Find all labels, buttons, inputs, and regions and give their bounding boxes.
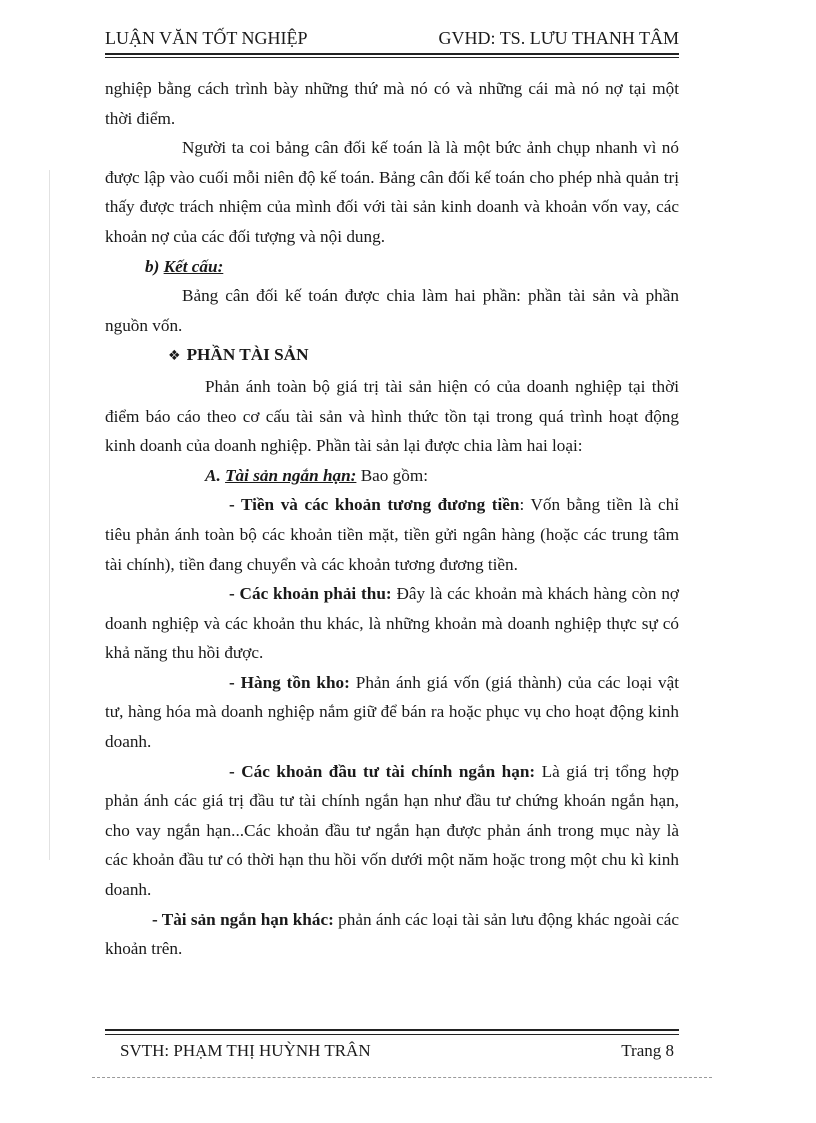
scan-artifact-dashes — [92, 1077, 712, 1082]
item-a-prefix: A. — [205, 465, 226, 485]
heading-structure-prefix: b) — [145, 256, 164, 276]
list-item-cash-label: - Tiền và các khoản tương đương tiền — [229, 495, 520, 515]
list-item-cash — [105, 490, 679, 579]
header-thesis-title: LUẬN VĂN TỐT NGHIỆP — [105, 28, 308, 48]
list-item-inventory-text: Phản ánh giá vốn (giá thành) của các loại vật tư, hàng hóa mà doanh nghiệp nắm giữ để bán ra hoặc phục vụ cho hoạt động kinh doanh. — [105, 672, 679, 752]
footer-rule-thin — [105, 1034, 679, 1035]
heading-structure — [105, 252, 679, 282]
page-content — [105, 74, 679, 964]
footer-rule-thick — [105, 1029, 679, 1031]
item-a-rest: Bao gồm: — [356, 465, 429, 485]
page-footer — [105, 1041, 679, 1065]
list-item-inventory — [105, 668, 679, 757]
paragraph-snapshot: Người ta coi bảng cân đối kế toán là là một bức ảnh chụp nhanh vì nó được lập vào cuối mỗi niên độ kế toán. Bảng cân đối kế toán cho phép nhà quản trị thấy được trách nhiệm của mình đối với tài sản kinh doanh và khoản vốn vay, các khoản nợ của các đối tượng và nội dung. — [105, 138, 679, 246]
footer-student: SVTH: PHẠM THỊ HUỲNH TRÂN — [120, 1041, 371, 1060]
list-item-investments-text: Là giá trị tổng hợp phản ánh các giá trị đầu tư tài chính ngắn hạn như đầu tư chứng khoán ngắn hạn, cho vay ngắn hạn...Các khoản đầu tư ngắn hạn được phản ánh trong mục này là các khoản đầu tư có thời hạn thu hồi vốn dưới một năm hoặc trong một chu kì kinh doanh. — [105, 761, 680, 900]
header-rule-thick — [105, 53, 679, 55]
item-a-title: Tài sản ngắn hạn: — [225, 465, 357, 485]
footer-page-number: Trang 8 — [621, 1041, 674, 1060]
list-item-inventory-label: - Hàng tồn kho: — [229, 672, 350, 692]
list-item-other-assets — [105, 905, 679, 964]
scan-margin-mark — [49, 170, 50, 860]
list-item-receivables — [105, 579, 679, 668]
diamond-bullet-icon: ❖ — [168, 348, 181, 365]
paragraph-continuation: nghiệp bằng cách trình bày những thứ mà nó có và những cái mà nó nợ tại một thời điểm. — [105, 79, 679, 128]
list-item-cash-text: : Vốn bằng tiền là chỉ tiêu phản ánh toàn bộ các khoản tiền mặt, tiền gửi ngân hàng (hoặc các trung tâm tài chính), tiền đang chuyển và các khoản tương đương tiền. — [105, 495, 679, 574]
list-item-other-assets-text: phản ánh các loại tài sản lưu động khác ngoài các khoản trên. — [105, 909, 679, 959]
list-item-other-assets-label: - Tài sản ngắn hạn khác: — [152, 909, 334, 929]
list-item-receivables-label: - Các khoản phải thu: — [229, 584, 392, 604]
list-item-investments — [105, 757, 679, 905]
paragraph-two-parts: Bảng cân đối kế toán được chia làm hai phần: phần tài sản và phần nguồn vốn. — [105, 286, 679, 335]
paragraph-assets-description: Phản ánh toàn bộ giá trị tài sản hiện có của doanh nghiệp tại thời điểm báo cáo theo cơ cấu tài sản và hình thức tồn tại trong quá trình hoạt động kinh doanh của doanh nghiệp. Phần tài sản lại được chia làm hai loại: — [105, 376, 679, 456]
heading-structure-title: Kết cấu: — [163, 256, 224, 276]
list-item-receivables-text: Đây là các khoản mà khách hàng còn nợ doanh nghiệp và các khoản thu khác, là những khoản mà doanh nghiệp thực sự có khả năng thu hồi được. — [105, 584, 680, 663]
section-title-assets: PHẦN TÀI SẢN — [186, 345, 309, 365]
section-heading-assets — [105, 340, 679, 372]
header-advisor: GVHD: TS. LƯU THANH TÂM — [438, 28, 679, 48]
list-item-investments-label: - Các khoản đầu tư tài chính ngắn hạn: — [229, 761, 536, 781]
item-a-heading — [105, 461, 679, 491]
header-rule-thin — [105, 57, 679, 58]
page-header — [105, 26, 679, 52]
